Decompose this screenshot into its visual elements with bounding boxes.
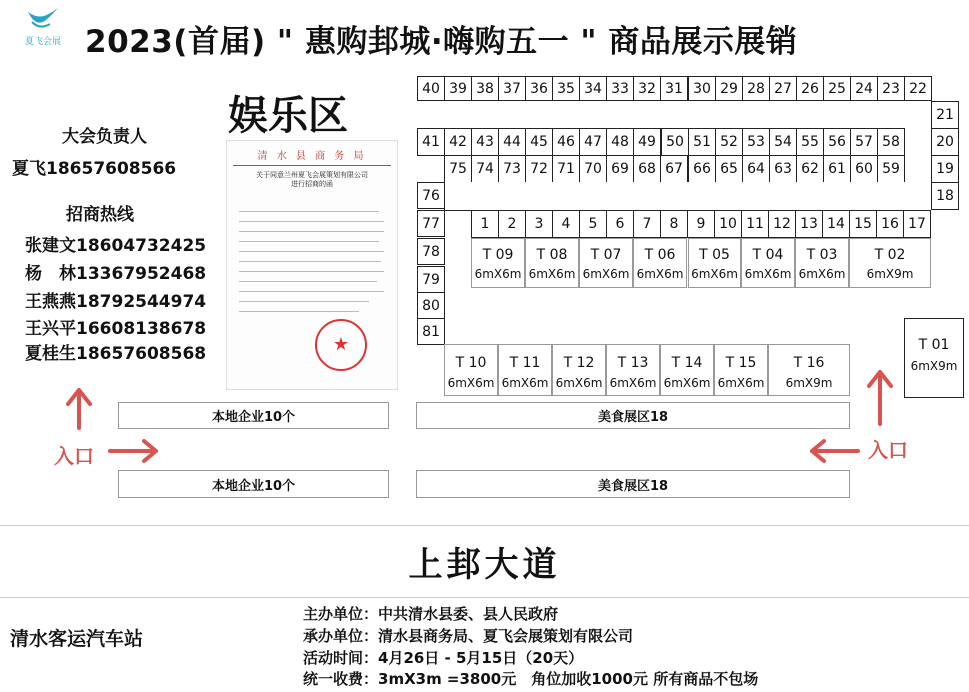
entrance-label: 入口 <box>54 444 94 468</box>
booth-cell: 53 <box>742 128 770 156</box>
booth-cell: 80 <box>417 292 445 319</box>
booth-cell: 15 <box>849 210 877 238</box>
tent-label: T 03 <box>806 247 838 263</box>
booth-cell: 63 <box>769 155 797 183</box>
booth-cell: 37 <box>498 76 526 101</box>
booth-cell: 70 <box>579 155 607 183</box>
tent-booth <box>795 238 849 288</box>
booth-cell: 29 <box>715 76 743 101</box>
food-zone-band: 美食展区18 <box>416 470 850 498</box>
tent-label: T 13 <box>617 355 649 371</box>
booth-cell: 55 <box>796 128 824 156</box>
tent-size: 6mX6m <box>691 267 738 281</box>
booth-cell: 17 <box>903 210 931 238</box>
fee-line: 统一收费：3mX3m =3800元 角位加收1000元 所有商品不包场 <box>303 670 759 688</box>
booth-cell: 27 <box>769 76 797 101</box>
road-label: 上邽大道 <box>0 525 969 598</box>
booth-cell: 10 <box>714 210 742 238</box>
booth-cell: 56 <box>823 128 851 156</box>
booth-cell: 44 <box>498 128 526 156</box>
booth-cell: 54 <box>769 128 797 156</box>
booth-cell: 31 <box>660 76 688 101</box>
tent-size: 6mX6m <box>501 376 549 390</box>
hotline-title: 招商热线 <box>66 205 134 225</box>
booth-cell: 59 <box>877 155 905 183</box>
booth-cell: 42 <box>444 128 472 156</box>
tent-size: 6mX9m <box>866 267 914 281</box>
booth-cell: 7 <box>633 210 661 238</box>
booth-cell: 62 <box>796 155 824 183</box>
booth-cell: 52 <box>715 128 743 156</box>
booth-cell: 9 <box>687 210 715 238</box>
booth-cell: 18 <box>931 182 959 210</box>
booth-cell: 79 <box>417 266 445 293</box>
tent-label: T 14 <box>671 355 703 371</box>
tent-booth <box>579 238 633 288</box>
booth-cell: 16 <box>876 210 904 238</box>
booth-cell: 26 <box>796 76 824 101</box>
booth-cell: 33 <box>606 76 634 101</box>
booth-cell: 40 <box>417 76 445 101</box>
tent-label: T 05 <box>699 247 730 263</box>
booth-cell: 6 <box>606 210 634 238</box>
booth-cell: 21 <box>931 101 959 129</box>
page-title: 2023(首届) " 惠购邽城·嗨购五一 " 商品展示展销 <box>85 24 798 60</box>
tent-booth <box>660 344 714 396</box>
booth-cell: 68 <box>633 155 661 183</box>
organizer-line: 主办单位：中共清水县委、县人民政府 <box>303 605 559 623</box>
tent-size: 6mX6m <box>744 267 792 281</box>
tent-label: T 16 <box>793 355 825 371</box>
logo-bird-icon <box>26 6 60 30</box>
tent-booth <box>525 238 579 288</box>
tent-size: 6mX6m <box>663 376 711 390</box>
tent-label: T 02 <box>874 247 906 263</box>
tent-label: T 04 <box>752 247 784 263</box>
booth-cell: 4 <box>552 210 580 238</box>
booth-cell: 69 <box>606 155 634 183</box>
tent-booth <box>633 238 687 288</box>
booth-cell: 19 <box>931 155 959 183</box>
booth-cell: 77 <box>417 210 445 237</box>
booth-cell: 1 <box>471 210 499 238</box>
booth-cell: 67 <box>660 155 688 183</box>
booth-cell: 74 <box>471 155 499 183</box>
booth-cell: 39 <box>444 76 472 101</box>
tent-size: 6mX6m <box>798 267 846 281</box>
booth-cell: 71 <box>552 155 580 183</box>
tent-label: T 09 <box>482 247 514 263</box>
hotline-line: 夏桂生18657608568 <box>25 344 207 364</box>
tent-booth <box>444 344 498 396</box>
booth-cell: 35 <box>552 76 580 101</box>
booth-cell: 50 <box>661 128 689 156</box>
letter-header: 清 水 县 商 务 局 <box>257 151 367 162</box>
booth-cell: 20 <box>931 128 959 156</box>
head-line: 夏飞18657608566 <box>12 159 177 179</box>
arrow-up-icon <box>64 388 94 430</box>
booth-cell: 41 <box>417 128 445 156</box>
hotline-line: 杨 林13367952468 <box>25 264 207 284</box>
booth-cell: 32 <box>633 76 661 101</box>
booth-cell: 81 <box>417 318 445 345</box>
tent-booth <box>849 238 931 288</box>
hotline-line: 王燕燕18792544974 <box>25 292 207 312</box>
booth-cell: 25 <box>823 76 851 101</box>
tent-size: 6mX9m <box>785 376 833 390</box>
booth-cell: 78 <box>417 238 445 265</box>
booth-cell: 51 <box>688 128 716 156</box>
booth-cell: 48 <box>606 128 634 156</box>
booth-cell: 66 <box>688 155 716 183</box>
booth-cell: 45 <box>525 128 553 156</box>
logo-text: 夏飞会展 <box>24 37 61 47</box>
red-seal-icon: ★ <box>315 319 367 371</box>
booth-cell: 3 <box>525 210 553 238</box>
booth-cell: 72 <box>525 155 553 183</box>
tent-booth <box>714 344 768 396</box>
tent-t01 <box>904 318 964 398</box>
letter-title: 关于同意兰州夏飞会展策划有限公司 进行招商的函 <box>256 171 368 188</box>
local-enterprise-band: 本地企业10个 <box>118 470 389 498</box>
tent-size: 6mX6m <box>555 376 603 390</box>
booth-cell: 75 <box>444 155 472 183</box>
tent-label: T 08 <box>536 247 568 263</box>
tent-booth <box>741 238 795 288</box>
tent-booth <box>606 344 660 396</box>
tent-booth <box>552 344 606 396</box>
booth-cell: 30 <box>688 76 716 101</box>
booth-cell: 22 <box>904 76 932 101</box>
head-title: 大会负责人 <box>62 127 147 147</box>
entrance-label: 入口 <box>868 438 908 462</box>
booth-cell: 36 <box>525 76 553 101</box>
tent-size: 6mX6m <box>447 376 495 390</box>
booth-cell: 73 <box>498 155 526 183</box>
tent-booth <box>471 238 525 288</box>
booth-cell: 46 <box>552 128 580 156</box>
booth-cell: 58 <box>877 128 905 156</box>
tent-size: 6mX6m <box>582 267 630 281</box>
booth-cell: 23 <box>877 76 905 101</box>
booth-cell: 64 <box>742 155 770 183</box>
booth-cell: 65 <box>715 155 743 183</box>
tent-booth <box>688 238 741 288</box>
booth-cell: 43 <box>471 128 499 156</box>
tent-size: 6mX6m <box>528 267 576 281</box>
booth-cell: 47 <box>579 128 607 156</box>
booth-cell: 38 <box>471 76 499 101</box>
tent-label: T 01 <box>918 337 950 353</box>
tent-label: T 06 <box>644 247 676 263</box>
local-enterprise-band: 本地企业10个 <box>118 402 389 429</box>
tent-size: 6mX6m <box>636 267 684 281</box>
booth-cell: 14 <box>822 210 850 238</box>
tent-size: 6mX6m <box>474 267 522 281</box>
tent-label: T 10 <box>455 355 487 371</box>
booth-cell: 5 <box>579 210 607 238</box>
tent-label: T 11 <box>509 355 541 371</box>
tent-booth <box>498 344 552 396</box>
booth-cell: 60 <box>850 155 878 183</box>
tent-label: T 15 <box>725 355 757 371</box>
booth-cell: 11 <box>741 210 769 238</box>
approval-letter-image <box>226 140 398 390</box>
booth-cell: 76 <box>417 182 445 209</box>
arrow-left-icon <box>808 437 860 465</box>
booth-cell: 12 <box>768 210 796 238</box>
food-zone-band: 美食展区18 <box>416 402 850 429</box>
booth-cell: 57 <box>850 128 878 156</box>
booth-aisle <box>444 182 931 211</box>
tent-size: 6mX9m <box>910 359 958 373</box>
hotline-line: 张建文18604732425 <box>25 236 207 256</box>
tent-size: 6mX6m <box>609 376 657 390</box>
booth-cell: 28 <box>742 76 770 101</box>
event-time-line: 活动时间：4月26日 - 5月15日（20天） <box>303 649 584 667</box>
arrow-right-icon <box>108 437 160 465</box>
tent-label: T 12 <box>563 355 595 371</box>
co-organizer-line: 承办单位：清水县商务局、夏飞会展策划有限公司 <box>303 627 634 645</box>
booth-cell: 61 <box>823 155 851 183</box>
logo <box>12 6 74 47</box>
booth-cell: 34 <box>579 76 607 101</box>
letter-red-line <box>233 165 391 166</box>
tent-size: 6mX6m <box>717 376 765 390</box>
arrow-up-icon <box>865 370 895 426</box>
entertainment-zone-label: 娱乐区 <box>228 93 348 139</box>
hotline-line: 王兴平16608138678 <box>25 319 207 339</box>
booth-cell: 49 <box>633 128 661 156</box>
tent-label: T 07 <box>590 247 622 263</box>
booth-cell: 2 <box>498 210 526 238</box>
booth-cell: 24 <box>850 76 878 101</box>
booth-cell: 8 <box>660 210 688 238</box>
bus-station-label: 清水客运汽车站 <box>10 628 144 650</box>
booth-cell: 13 <box>795 210 823 238</box>
tent-booth <box>768 344 850 396</box>
